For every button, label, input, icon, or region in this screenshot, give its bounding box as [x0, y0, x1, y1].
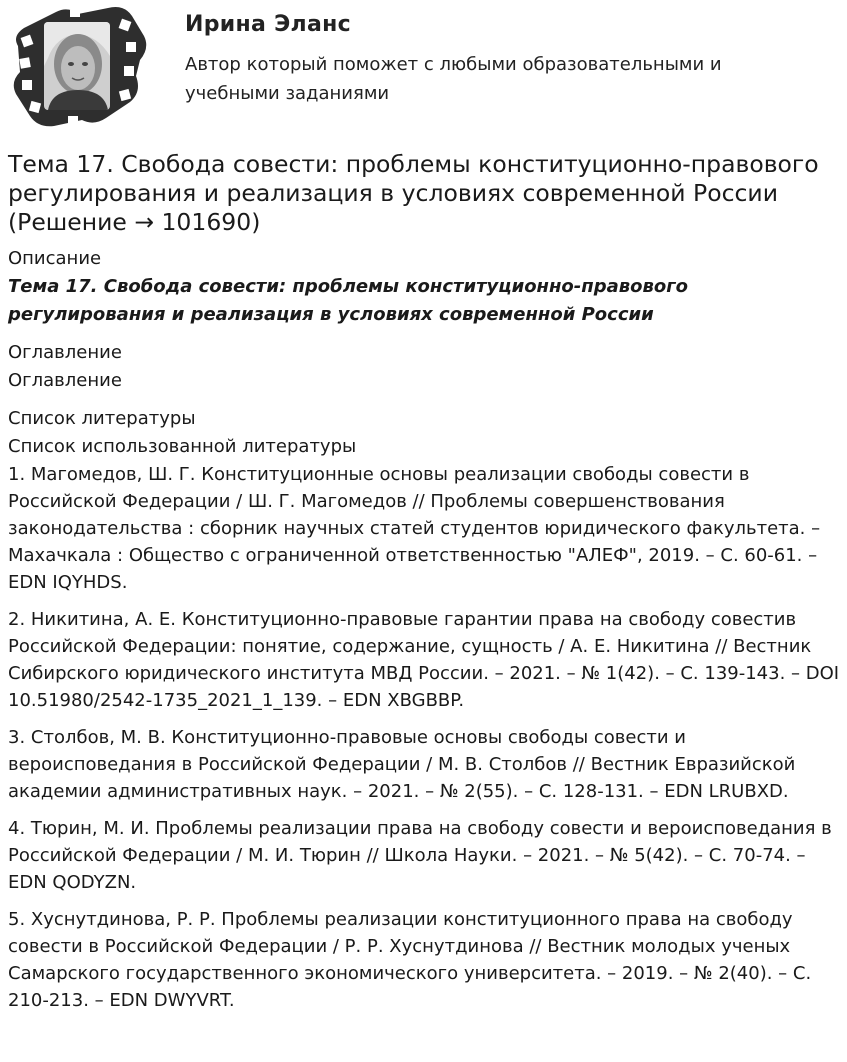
author-avatar[interactable]	[8, 6, 150, 128]
toc-title: Оглавление	[8, 370, 122, 391]
literature-title: Список использованной литературы	[8, 436, 357, 457]
author-card	[0, 0, 847, 135]
document-content	[8, 245, 843, 1024]
reference-item: 1. Магомедов, Ш. Г. Конституционные основы реализации свободы совести в Российской Федерации / Ш. Г. Магомедов // Проблемы совершенствования законодательства : сборник научных статей студентов юридического факультета. – Махачкала : Общество с ограниченной ответственностью "АЛЕФ", 2019. – С. 60-61. – EDN IQYHDS.	[8, 464, 821, 593]
page-title: Тема 17. Свобода совести: проблемы конституционно-правового регулирования и реализация в условиях современной России (Решение → 101690)	[8, 150, 819, 236]
reference-item: 4. Тюрин, М. И. Проблемы реализации права на свободу совести и вероисповедания в Российской Федерации / М. И. Тюрин // Школа Науки. – 2021. – № 5(42). – С. 70-74. – EDN QODYZN.	[8, 818, 832, 893]
description-text: Тема 17. Свобода совести: проблемы конституционно-правового регулирования и реализация в условиях современной России	[8, 276, 689, 325]
description-heading: Описание	[8, 248, 102, 269]
reference-item: 2. Никитина, А. Е. Конституционно-правовые гарантии права на свободу совестив Российской Федерации: понятие, содержание, сущность / А. Е. Никитина // Вестник Сибирского юридического института МВД России. – 2021. – № 1(42). – С. 139-143. – DOI 10.51980/2542-1735_2021_1_139. – EDN XBGBBP.	[8, 609, 840, 711]
author-name[interactable]: Ирина Эланс	[185, 12, 351, 37]
toc-heading: Оглавление	[8, 342, 122, 363]
reference-item: 3. Столбов, М. В. Конституционно-правовые основы свободы совести и вероисповедания в Российской Федерации / М. В. Столбов // Вестник Евразийской академии административных наук. – 2021. – № 2(55). – С. 128-131. – EDN LRUBXD.	[8, 727, 796, 802]
author-photo	[44, 22, 110, 110]
author-description: Автор который поможет с любыми образовательными и учебными заданиями	[185, 54, 722, 104]
literature-heading: Список литературы	[8, 408, 196, 429]
reference-item: 5. Хуснутдинова, Р. Р. Проблемы реализации конституционного права на свободу совести в Российской Федерации / Р. Р. Хуснутдинова // Вестник молодых ученых Самарского государственного экономического университета. – 2019. – № 2(40). – С. 210-213. – EDN DWYVRT.	[8, 909, 812, 1011]
